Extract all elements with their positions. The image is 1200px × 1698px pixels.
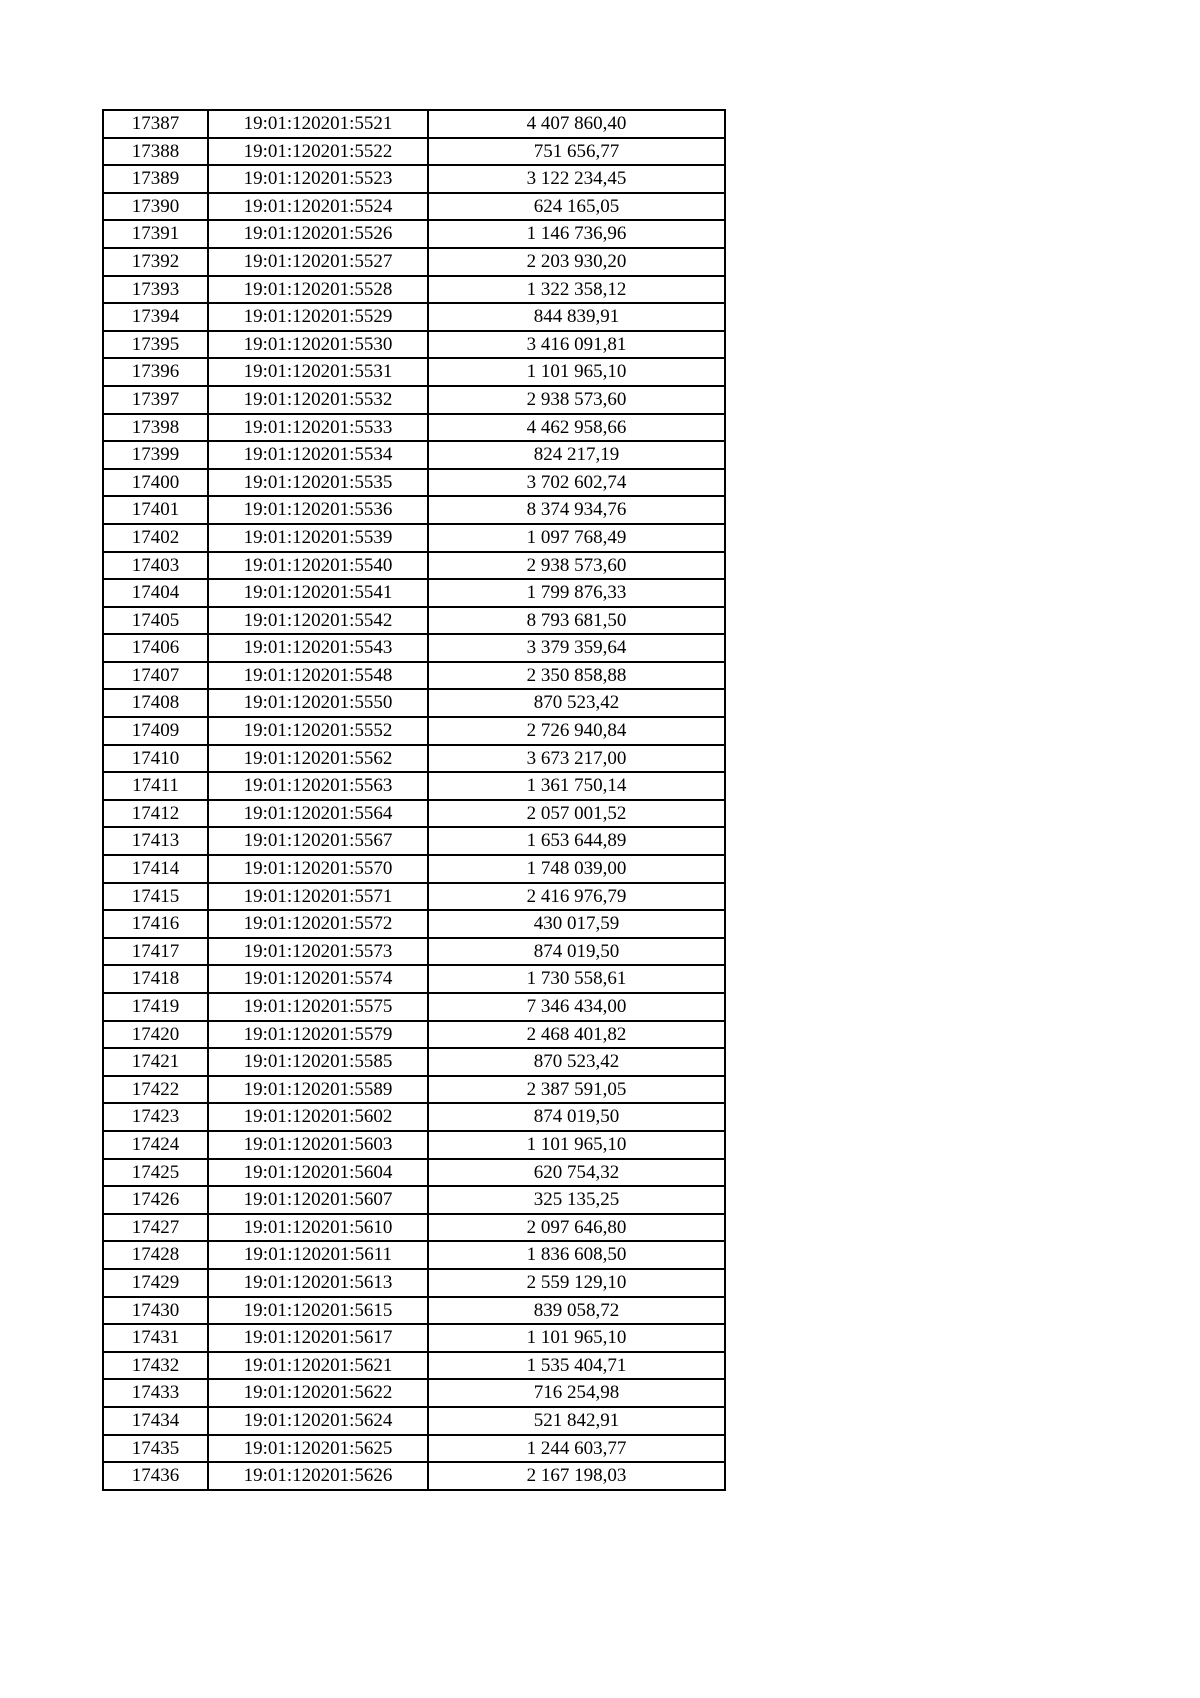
cadastral-value-cell: 1 146 736,96 (428, 220, 725, 248)
cadastral-value-cell: 2 726 940,84 (428, 717, 725, 745)
cadastral-value-cell: 870 523,42 (428, 1048, 725, 1076)
cadastral-value-cell: 824 217,19 (428, 441, 725, 469)
cadastral-value-cell: 1 101 965,10 (428, 1324, 725, 1352)
cadastral-value-cell: 716 254,98 (428, 1379, 725, 1407)
cadastral-value-cell: 1 535 404,71 (428, 1352, 725, 1380)
row-number-cell: 17430 (103, 1297, 208, 1325)
cadastral-number-cell: 19:01:120201:5626 (208, 1462, 428, 1490)
cadastral-number-cell: 19:01:120201:5531 (208, 358, 428, 386)
cadastral-number-cell: 19:01:120201:5540 (208, 552, 428, 580)
table-row (103, 883, 725, 911)
cadastral-number-cell: 19:01:120201:5570 (208, 855, 428, 883)
cadastral-number-cell: 19:01:120201:5564 (208, 800, 428, 828)
table-row (103, 248, 725, 276)
table-row (103, 1324, 725, 1352)
table-row (103, 965, 725, 993)
cadastral-value-cell: 2 468 401,82 (428, 1021, 725, 1049)
cadastral-number-cell: 19:01:120201:5542 (208, 607, 428, 635)
cadastral-value-cell: 1 361 750,14 (428, 772, 725, 800)
table-row (103, 469, 725, 497)
row-number-cell: 17389 (103, 165, 208, 193)
table-row (103, 910, 725, 938)
row-number-cell: 17432 (103, 1352, 208, 1380)
table-row (103, 1379, 725, 1407)
table-row (103, 524, 725, 552)
cadastral-value-cell: 325 135,25 (428, 1186, 725, 1214)
cadastral-number-cell: 19:01:120201:5575 (208, 993, 428, 1021)
row-number-cell: 17402 (103, 524, 208, 552)
cadastral-number-cell: 19:01:120201:5624 (208, 1407, 428, 1435)
row-number-cell: 17427 (103, 1214, 208, 1242)
row-number-cell: 17388 (103, 138, 208, 166)
cadastral-number-cell: 19:01:120201:5562 (208, 745, 428, 773)
cadastral-value-cell: 4 407 860,40 (428, 110, 725, 138)
cadastral-number-cell: 19:01:120201:5530 (208, 331, 428, 359)
table-row (103, 220, 725, 248)
cadastral-value-cell: 521 842,91 (428, 1407, 725, 1435)
row-number-cell: 17393 (103, 276, 208, 304)
cadastral-value-cell: 2 167 198,03 (428, 1462, 725, 1490)
row-number-cell: 17426 (103, 1186, 208, 1214)
cadastral-number-cell: 19:01:120201:5567 (208, 827, 428, 855)
table-row (103, 827, 725, 855)
row-number-cell: 17387 (103, 110, 208, 138)
table-row (103, 1159, 725, 1187)
table-row (103, 1352, 725, 1380)
row-number-cell: 17400 (103, 469, 208, 497)
cadastral-value-cell: 3 702 602,74 (428, 469, 725, 497)
cadastral-number-cell: 19:01:120201:5528 (208, 276, 428, 304)
table-row (103, 772, 725, 800)
table-row (103, 165, 725, 193)
row-number-cell: 17425 (103, 1159, 208, 1187)
row-number-cell: 17415 (103, 883, 208, 911)
cadastral-value-cell: 2 559 129,10 (428, 1269, 725, 1297)
cadastral-number-cell: 19:01:120201:5541 (208, 579, 428, 607)
cadastral-number-cell: 19:01:120201:5552 (208, 717, 428, 745)
table-row (103, 1131, 725, 1159)
cadastral-number-cell: 19:01:120201:5589 (208, 1076, 428, 1104)
table-row (103, 138, 725, 166)
table-row (103, 1241, 725, 1269)
cadastral-number-cell: 19:01:120201:5613 (208, 1269, 428, 1297)
row-number-cell: 17418 (103, 965, 208, 993)
cadastral-value-cell: 2 416 976,79 (428, 883, 725, 911)
cadastral-value-cell: 2 938 573,60 (428, 386, 725, 414)
row-number-cell: 17409 (103, 717, 208, 745)
row-number-cell: 17428 (103, 1241, 208, 1269)
cadastral-value-cell: 1 799 876,33 (428, 579, 725, 607)
cadastral-number-cell: 19:01:120201:5585 (208, 1048, 428, 1076)
cadastral-value-cell: 8 793 681,50 (428, 607, 725, 635)
table-row (103, 1214, 725, 1242)
row-number-cell: 17421 (103, 1048, 208, 1076)
cadastral-value-cell: 2 350 858,88 (428, 662, 725, 690)
cadastral-value-cell: 1 748 039,00 (428, 855, 725, 883)
table-row (103, 579, 725, 607)
cadastral-value-cell: 1 653 644,89 (428, 827, 725, 855)
row-number-cell: 17412 (103, 800, 208, 828)
cadastral-number-cell: 19:01:120201:5535 (208, 469, 428, 497)
table-row (103, 800, 725, 828)
cadastral-number-cell: 19:01:120201:5610 (208, 1214, 428, 1242)
cadastral-value-cell: 3 673 217,00 (428, 745, 725, 773)
table-row (103, 938, 725, 966)
cadastral-value-cell: 8 374 934,76 (428, 496, 725, 524)
cadastral-value-cell: 2 057 001,52 (428, 800, 725, 828)
cadastral-value-cell: 430 017,59 (428, 910, 725, 938)
cadastral-number-cell: 19:01:120201:5607 (208, 1186, 428, 1214)
cadastral-value-cell: 2 938 573,60 (428, 552, 725, 580)
row-number-cell: 17398 (103, 414, 208, 442)
cadastre-value-table (102, 109, 726, 1491)
row-number-cell: 17405 (103, 607, 208, 635)
cadastral-number-cell: 19:01:120201:5523 (208, 165, 428, 193)
row-number-cell: 17407 (103, 662, 208, 690)
cadastral-number-cell: 19:01:120201:5563 (208, 772, 428, 800)
cadastral-value-cell: 1 101 965,10 (428, 1131, 725, 1159)
row-number-cell: 17395 (103, 331, 208, 359)
row-number-cell: 17401 (103, 496, 208, 524)
cadastral-number-cell: 19:01:120201:5615 (208, 1297, 428, 1325)
row-number-cell: 17390 (103, 193, 208, 221)
table-row (103, 1269, 725, 1297)
table-row (103, 1435, 725, 1463)
cadastral-number-cell: 19:01:120201:5526 (208, 220, 428, 248)
row-number-cell: 17429 (103, 1269, 208, 1297)
cadastral-number-cell: 19:01:120201:5611 (208, 1241, 428, 1269)
cadastral-number-cell: 19:01:120201:5550 (208, 689, 428, 717)
cadastral-value-cell: 1 097 768,49 (428, 524, 725, 552)
table-row (103, 634, 725, 662)
table-row (103, 1186, 725, 1214)
row-number-cell: 17436 (103, 1462, 208, 1490)
row-number-cell: 17403 (103, 552, 208, 580)
cadastral-value-cell: 2 387 591,05 (428, 1076, 725, 1104)
row-number-cell: 17404 (103, 579, 208, 607)
cadastral-number-cell: 19:01:120201:5603 (208, 1131, 428, 1159)
table-row (103, 689, 725, 717)
row-number-cell: 17410 (103, 745, 208, 773)
table-row (103, 993, 725, 1021)
table-row (103, 358, 725, 386)
row-number-cell: 17422 (103, 1076, 208, 1104)
table-row (103, 607, 725, 635)
row-number-cell: 17417 (103, 938, 208, 966)
cadastral-value-cell: 1 322 358,12 (428, 276, 725, 304)
cadastral-number-cell: 19:01:120201:5604 (208, 1159, 428, 1187)
cadastral-value-cell: 874 019,50 (428, 1103, 725, 1131)
row-number-cell: 17391 (103, 220, 208, 248)
table-row (103, 1407, 725, 1435)
table-row (103, 331, 725, 359)
row-number-cell: 17419 (103, 993, 208, 1021)
table-row (103, 496, 725, 524)
cadastral-number-cell: 19:01:120201:5522 (208, 138, 428, 166)
table-row (103, 1297, 725, 1325)
row-number-cell: 17396 (103, 358, 208, 386)
cadastral-value-cell: 751 656,77 (428, 138, 725, 166)
cadastral-number-cell: 19:01:120201:5573 (208, 938, 428, 966)
cadastral-number-cell: 19:01:120201:5602 (208, 1103, 428, 1131)
cadastral-number-cell: 19:01:120201:5625 (208, 1435, 428, 1463)
cadastral-value-cell: 3 122 234,45 (428, 165, 725, 193)
cadastral-number-cell: 19:01:120201:5527 (208, 248, 428, 276)
table-row (103, 662, 725, 690)
cadastral-number-cell: 19:01:120201:5579 (208, 1021, 428, 1049)
cadastral-value-cell: 3 416 091,81 (428, 331, 725, 359)
cadastral-number-cell: 19:01:120201:5543 (208, 634, 428, 662)
cadastral-value-cell: 874 019,50 (428, 938, 725, 966)
row-number-cell: 17423 (103, 1103, 208, 1131)
cadastral-number-cell: 19:01:120201:5621 (208, 1352, 428, 1380)
cadastral-value-cell: 1 244 603,77 (428, 1435, 725, 1463)
row-number-cell: 17408 (103, 689, 208, 717)
cadastral-number-cell: 19:01:120201:5533 (208, 414, 428, 442)
row-number-cell: 17413 (103, 827, 208, 855)
cadastral-value-cell: 2 097 646,80 (428, 1214, 725, 1242)
cadastral-number-cell: 19:01:120201:5548 (208, 662, 428, 690)
cadastral-value-cell: 2 203 930,20 (428, 248, 725, 276)
cadastral-number-cell: 19:01:120201:5622 (208, 1379, 428, 1407)
cadastral-number-cell: 19:01:120201:5574 (208, 965, 428, 993)
row-number-cell: 17397 (103, 386, 208, 414)
table-row (103, 276, 725, 304)
cadastral-value-cell: 4 462 958,66 (428, 414, 725, 442)
row-number-cell: 17424 (103, 1131, 208, 1159)
row-number-cell: 17414 (103, 855, 208, 883)
table-row (103, 386, 725, 414)
cadastral-value-cell: 620 754,32 (428, 1159, 725, 1187)
cadastral-value-cell: 1 730 558,61 (428, 965, 725, 993)
row-number-cell: 17420 (103, 1021, 208, 1049)
table-row (103, 110, 725, 138)
cadastral-number-cell: 19:01:120201:5534 (208, 441, 428, 469)
table-row (103, 1462, 725, 1490)
row-number-cell: 17416 (103, 910, 208, 938)
cadastral-number-cell: 19:01:120201:5539 (208, 524, 428, 552)
cadastral-value-cell: 3 379 359,64 (428, 634, 725, 662)
row-number-cell: 17406 (103, 634, 208, 662)
table-row (103, 1048, 725, 1076)
cadastral-value-cell: 7 346 434,00 (428, 993, 725, 1021)
table-row (103, 193, 725, 221)
cadastral-number-cell: 19:01:120201:5532 (208, 386, 428, 414)
cadastral-value-cell: 844 839,91 (428, 303, 725, 331)
cadastral-value-cell: 624 165,05 (428, 193, 725, 221)
cadastral-number-cell: 19:01:120201:5529 (208, 303, 428, 331)
row-number-cell: 17394 (103, 303, 208, 331)
row-number-cell: 17433 (103, 1379, 208, 1407)
row-number-cell: 17399 (103, 441, 208, 469)
cadastral-number-cell: 19:01:120201:5536 (208, 496, 428, 524)
cadastral-value-cell: 839 058,72 (428, 1297, 725, 1325)
row-number-cell: 17392 (103, 248, 208, 276)
table-row (103, 1021, 725, 1049)
cadastral-value-cell: 870 523,42 (428, 689, 725, 717)
cadastral-value-cell: 1 101 965,10 (428, 358, 725, 386)
cadastral-number-cell: 19:01:120201:5617 (208, 1324, 428, 1352)
table-row (103, 441, 725, 469)
cadastral-number-cell: 19:01:120201:5572 (208, 910, 428, 938)
table-row (103, 303, 725, 331)
row-number-cell: 17434 (103, 1407, 208, 1435)
table-row (103, 1076, 725, 1104)
table-row (103, 745, 725, 773)
row-number-cell: 17435 (103, 1435, 208, 1463)
table-row (103, 855, 725, 883)
table-row (103, 717, 725, 745)
row-number-cell: 17411 (103, 772, 208, 800)
table-row (103, 414, 725, 442)
cadastral-value-cell: 1 836 608,50 (428, 1241, 725, 1269)
cadastral-number-cell: 19:01:120201:5521 (208, 110, 428, 138)
table-body (103, 110, 725, 1490)
table-row (103, 1103, 725, 1131)
cadastral-number-cell: 19:01:120201:5571 (208, 883, 428, 911)
row-number-cell: 17431 (103, 1324, 208, 1352)
table-row (103, 552, 725, 580)
cadastral-number-cell: 19:01:120201:5524 (208, 193, 428, 221)
